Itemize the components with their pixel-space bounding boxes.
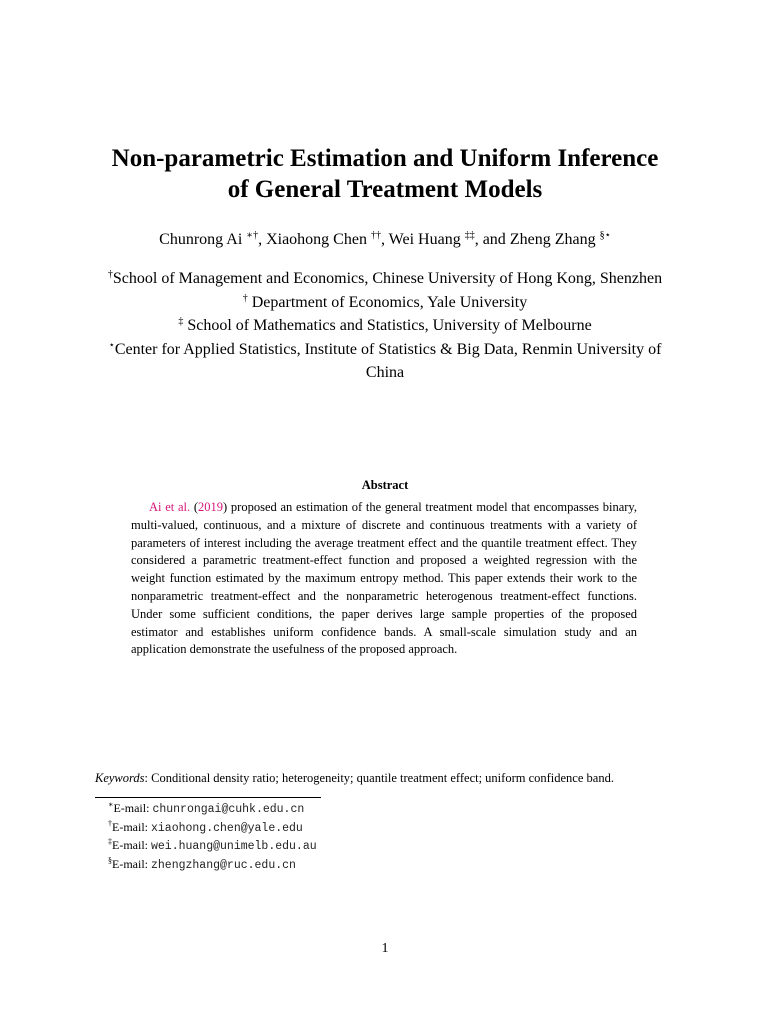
author-marks: ∗† (246, 230, 259, 241)
author-list (0, 229, 770, 251)
affiliation-text: Department of Economics, Yale University (247, 293, 528, 311)
affiliation-mark: † (107, 269, 113, 280)
email-address[interactable]: chunrongai@cuhk.edu.cn (152, 803, 305, 816)
footnote (108, 856, 317, 875)
author-marks: †† (370, 230, 381, 241)
footnote-mark: ‡ (108, 837, 112, 846)
affiliation (90, 267, 680, 291)
keywords-text: : Conditional density ratio; heterogeneity; quantile treatment effect; uniform confidence band. (144, 771, 614, 785)
footnote-label: E-mail: (112, 838, 151, 852)
footnote-mark: § (108, 855, 112, 865)
footnote-label: E-mail: (112, 819, 151, 834)
affiliations (90, 267, 680, 385)
email-address[interactable]: zhengzhang@ruc.edu.cn (151, 858, 296, 872)
author-separator: , and (474, 231, 510, 248)
title-line-1: Non-parametric Estimation and Uniform Inference (111, 145, 659, 172)
page-number: 1 (381, 941, 389, 956)
footnote-mark: † (108, 818, 112, 828)
footnotes (108, 800, 317, 874)
citation-link-year[interactable]: 2019 (198, 500, 224, 514)
citation-link-authors[interactable]: Ai et al. (149, 500, 191, 514)
affiliation-text: School of Management and Economics, Chinese University of Hong Kong, Shenzhen (112, 270, 663, 287)
affiliation-mark: ‡ (178, 316, 184, 327)
author-separator: , (258, 231, 267, 248)
footnote (108, 800, 317, 819)
affiliation (90, 338, 680, 385)
keywords (95, 771, 614, 786)
email-address[interactable]: wei.huang@unimelb.edu.au (151, 840, 317, 853)
author-separator: , (380, 231, 389, 248)
title-line-2: of General Treatment Models (227, 176, 543, 203)
paper-title (0, 143, 770, 205)
affiliation-mark: ⋆ (108, 339, 115, 351)
citation-paren-close: ) (223, 500, 228, 514)
footnote-label: E-mail: (113, 801, 153, 815)
citation-paren-open: ( (190, 500, 199, 514)
footnote-label: E-mail: (112, 856, 151, 871)
author-name: Xiaohong Chen (266, 231, 367, 248)
email-address[interactable]: xiaohong.chen@yale.edu (151, 821, 303, 835)
author-name: Zheng Zhang (509, 231, 596, 248)
affiliation-text: School of Mathematics and Statistics, University of Melbourne (183, 317, 592, 334)
footnote-mark: ∗ (108, 800, 114, 809)
affiliation (90, 314, 680, 338)
footnote (108, 819, 317, 838)
affiliation (90, 291, 680, 315)
abstract-body (131, 499, 637, 659)
footnote-rule (95, 797, 321, 798)
footnote (108, 837, 317, 856)
abstract-text: proposed an estimation of the general treatment model that encompasses binary, multi-valued, continuous, and a mixture of discrete and continuous treatments with a variety of parameters of interest including the average treatment effect and the quantile treatment effect. They considered a parametric treatment-effect function and proposed a weighted regression with the weight function estimated by the maximum entropy method. This paper extends their work to the nonparametric treatment-effect and the nonparametric heterogenous treatment-effect functions. Under some sufficient conditions, the paper derives large sample properties of the proposed estimator and establishes uniform confidence bands. A small-scale simulation study and an application demonstrate the usefulness of the proposed approach. (131, 500, 637, 657)
author-marks: ‡‡ (464, 230, 475, 241)
affiliation-mark: † (242, 292, 248, 304)
abstract-heading: Abstract (361, 478, 409, 492)
affiliation-text: Center for Applied Statistics, Institute of Statistics & Big Data, Renmin University of China (114, 340, 662, 381)
author-marks: §⋆ (599, 230, 611, 241)
keywords-label: Keywords (95, 771, 145, 785)
author-name: Chunrong Ai (159, 231, 243, 248)
author-name: Wei Huang (388, 231, 461, 248)
